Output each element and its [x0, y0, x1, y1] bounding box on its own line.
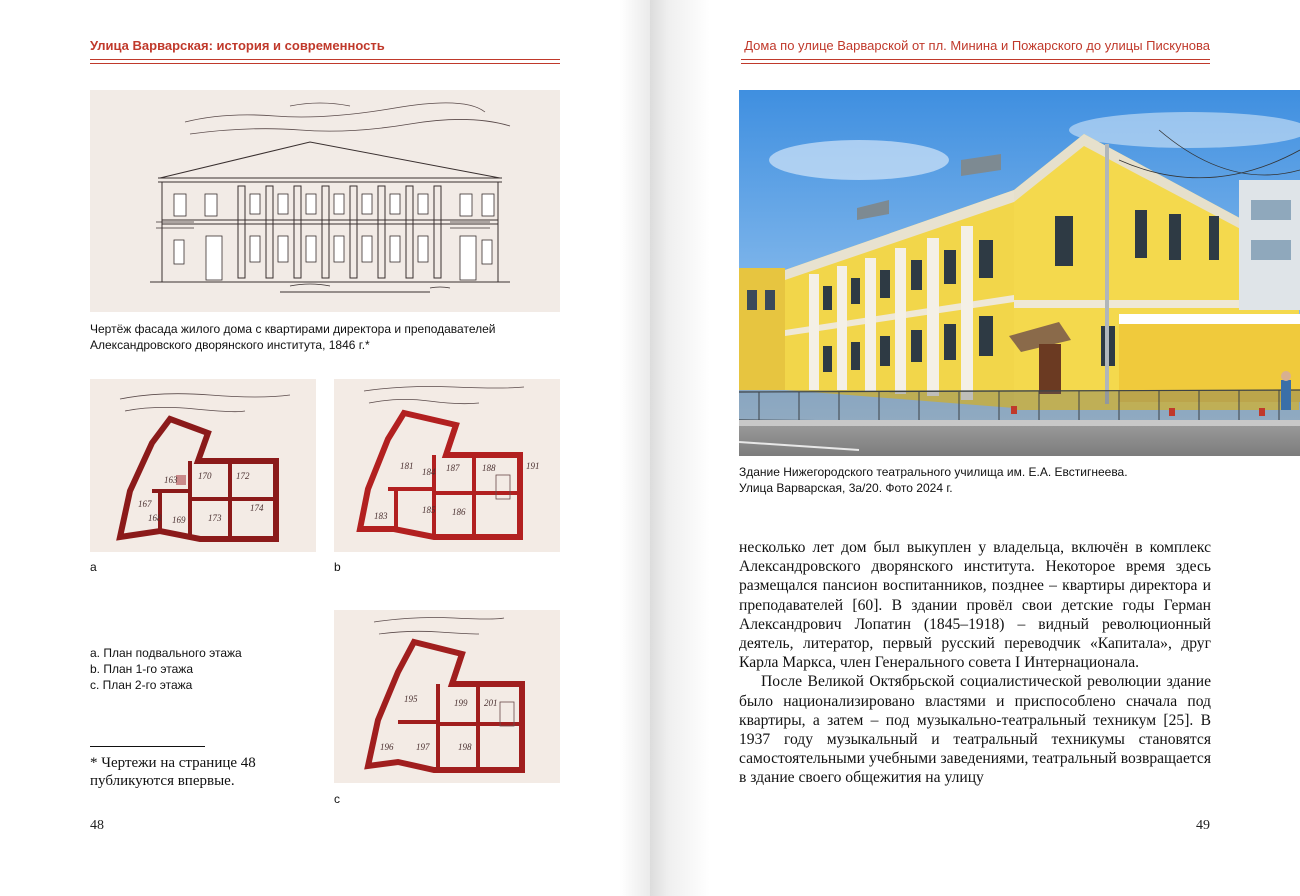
facade-caption: [90, 321, 570, 353]
legend-item-b: b. План 1-го этажа: [90, 662, 193, 676]
plan-c-second-floor: [334, 610, 560, 783]
plan-b-room-2: 184: [422, 467, 436, 477]
facade-drawing: [90, 90, 560, 312]
plan-c-room-2: 197: [416, 742, 430, 752]
building-photo: [739, 90, 1300, 456]
plan-a-basement: [90, 379, 316, 552]
plan-b-room-1: 183: [374, 511, 388, 521]
header-rule-right: [741, 59, 1210, 60]
photo-caption: [739, 464, 1259, 496]
paragraph-2: После Великой Октябрьской социалистической революции здание было национализировано властями и приспособлено сначала под квартиры, а затем – под музыкально-театральный техникум [25]. В 1937 году музыкальный и театральный техникумы становятся самостоятельными учебными заведениями, театральный возвращается в здание своего общежития на улицу: [739, 673, 1211, 787]
plan-a-room-7: 174: [250, 503, 264, 513]
plan-b-room-5: 187: [446, 463, 460, 473]
header-rule-left-thin: [90, 63, 560, 64]
photo-caption-line2: Улица Варварская, 3а/20. Фото 2024 г.: [739, 481, 953, 495]
plan-a-room-6: 173: [208, 513, 222, 523]
plan-c-room-5: 201: [484, 698, 498, 708]
plans-legend: [90, 645, 310, 693]
running-head-right: Дома по улице Варварской от пл. Минина и Пожарского до улицы Пискунова: [744, 38, 1210, 53]
body-text: [739, 538, 1211, 788]
photo-caption-line1: Здание Нижегородского театрального училища им. Е.А. Евстигнеева.: [739, 465, 1128, 479]
plan-c-label: c: [334, 792, 340, 806]
legend-item-c: c. План 2-го этажа: [90, 678, 193, 692]
plan-a-room-5: 172: [236, 471, 250, 481]
plan-a-room-4: 170: [198, 471, 212, 481]
footnote-line2: публикуются впервые.: [90, 773, 235, 789]
facade-caption-line1: Чертёж фасада жилого дома с квартирами директора и преподавателей: [90, 322, 496, 336]
legend-item-a: a. План подвального этажа: [90, 646, 242, 660]
running-head-left: Улица Варварская: история и современность: [90, 38, 385, 53]
plan-a-label: a: [90, 560, 97, 574]
plan-b-label: b: [334, 560, 341, 574]
plan-b-first-floor: [334, 379, 560, 552]
plan-b-room-3: 185: [422, 505, 436, 515]
footnote: [90, 754, 320, 790]
footnote-rule: [90, 746, 205, 747]
plan-a-room-0: 163: [164, 475, 178, 485]
plan-c-room-3: 198: [458, 742, 472, 752]
plan-b-room-0: 181: [400, 461, 414, 471]
header-rule-left: [90, 59, 560, 60]
header-rule-right-thin: [741, 63, 1210, 64]
plan-a-room-3: 169: [172, 515, 186, 525]
plan-c-room-1: 196: [380, 742, 394, 752]
plan-b-room-6: 188: [482, 463, 496, 473]
facade-caption-line2: Александровского дворянского института, 1846 г.*: [90, 338, 370, 352]
paragraph-1: несколько лет дом был выкуплен у владельца, включён в комплекс Александровского дворянского института. Некоторое время здесь размещался пансион воспитанников, позднее – квартиры директора и преподавателей [60]. В здании провёл свои детские годы Герман Александрович Лопатин (1845–1918) – видный революционный деятель, литератор, первый русский переводчик «Капитала», друг Карла Маркса, член Генерального совета I Интернационала.: [739, 539, 1211, 672]
plan-c-room-0: 195: [404, 694, 418, 704]
footnote-line1: * Чертежи на странице 48: [90, 755, 256, 771]
plan-a-room-2: 168: [148, 513, 162, 523]
page-number-left: 48: [90, 818, 104, 833]
plan-c-room-4: 199: [454, 698, 468, 708]
plan-a-room-1: 167: [138, 499, 152, 509]
page-number-right: 49: [1196, 818, 1210, 833]
plan-b-room-7: 191: [526, 461, 540, 471]
plan-b-room-4: 186: [452, 507, 466, 517]
